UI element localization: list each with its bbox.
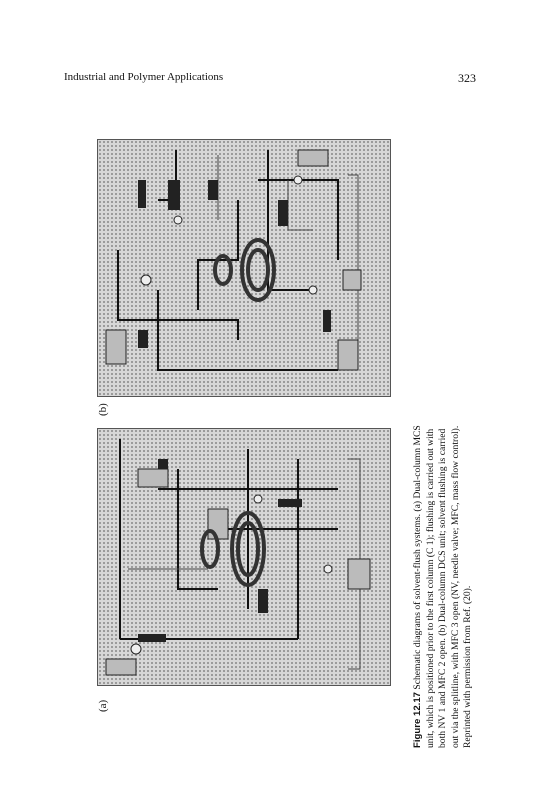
panel-b-label: (b) (97, 403, 109, 416)
panel-a-label: (a) (97, 699, 109, 712)
schematic-a-lines (98, 429, 390, 685)
caption-text: Schematic diagrams of solvent-flush systems. (a) Dual-column MCS unit, which is positioned prior to the first column (C 1); flushing is carried out with both NV 1 and MFC 2 open. (b) Dual-column DCS unit; solvent flushing is carried out via the splitline, with MFC 3 open (NV, needle valve; MFC, mass flow control). Reprinted with permission from Ref. (20). (412, 425, 474, 748)
page-number: 323 (458, 71, 476, 85)
schematic-b (97, 139, 391, 397)
schematic-a (97, 428, 391, 686)
running-title: Industrial and Polymer Applications (64, 71, 224, 83)
caption-number: Figure 12.17 (412, 692, 423, 748)
schematic-b-lines (98, 140, 390, 396)
figure-caption (412, 418, 475, 748)
